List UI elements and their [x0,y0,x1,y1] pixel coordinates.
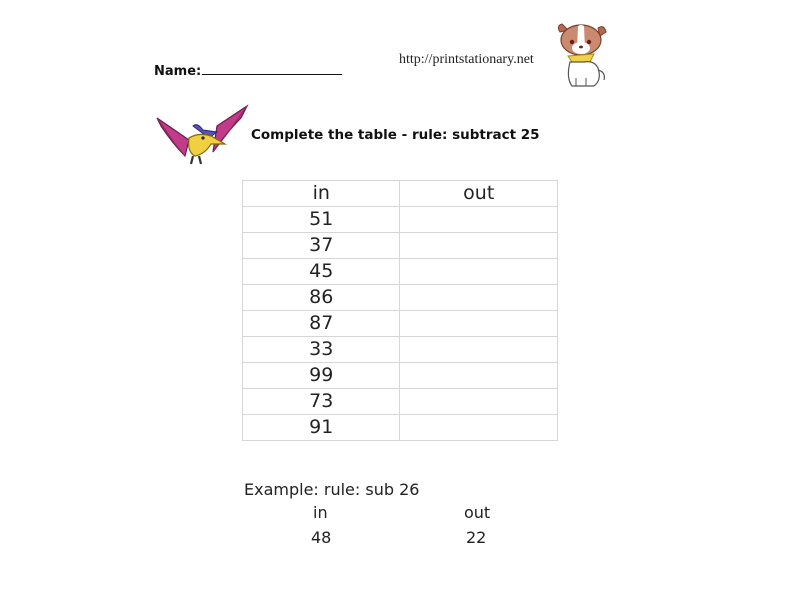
puppy-icon [554,22,608,90]
website-url: http://printstationary.net [399,52,534,67]
out-cell[interactable] [400,363,558,389]
out-cell[interactable] [400,311,558,337]
example-in-label: in [313,503,328,522]
out-cell[interactable] [400,207,558,233]
table-header-row [243,181,558,207]
name-label: Name: [154,64,202,79]
in-cell: 73 [243,389,400,415]
example-title: Example: rule: sub 26 [244,480,420,499]
table-row [243,363,558,389]
out-cell[interactable] [400,337,558,363]
column-header-in: in [243,181,400,207]
table-row [243,259,558,285]
in-cell: 91 [243,415,400,441]
in-cell: 86 [243,285,400,311]
in-cell: 37 [243,233,400,259]
worksheet-title: Complete the table - rule: subtract 25 [251,127,540,143]
in-cell: 51 [243,207,400,233]
in-cell: 45 [243,259,400,285]
out-cell[interactable] [400,415,558,441]
example-out-label: out [464,503,491,522]
column-header-out: out [400,181,558,207]
table-row [243,233,558,259]
out-cell[interactable] [400,259,558,285]
out-cell[interactable] [400,233,558,259]
pterodactyl-icon [155,104,249,170]
name-blank-line[interactable] [202,62,342,75]
in-cell: 33 [243,337,400,363]
table-row [243,337,558,363]
table-row [243,415,558,441]
in-cell: 87 [243,311,400,337]
in-out-table [242,180,558,441]
table-row [243,285,558,311]
out-cell[interactable] [400,389,558,415]
table-row [243,207,558,233]
out-cell[interactable] [400,285,558,311]
example-out-value: 22 [466,528,487,547]
table-row [243,311,558,337]
table-row [243,389,558,415]
example-in-value: 48 [311,528,332,547]
name-field[interactable] [154,62,342,79]
in-cell: 99 [243,363,400,389]
